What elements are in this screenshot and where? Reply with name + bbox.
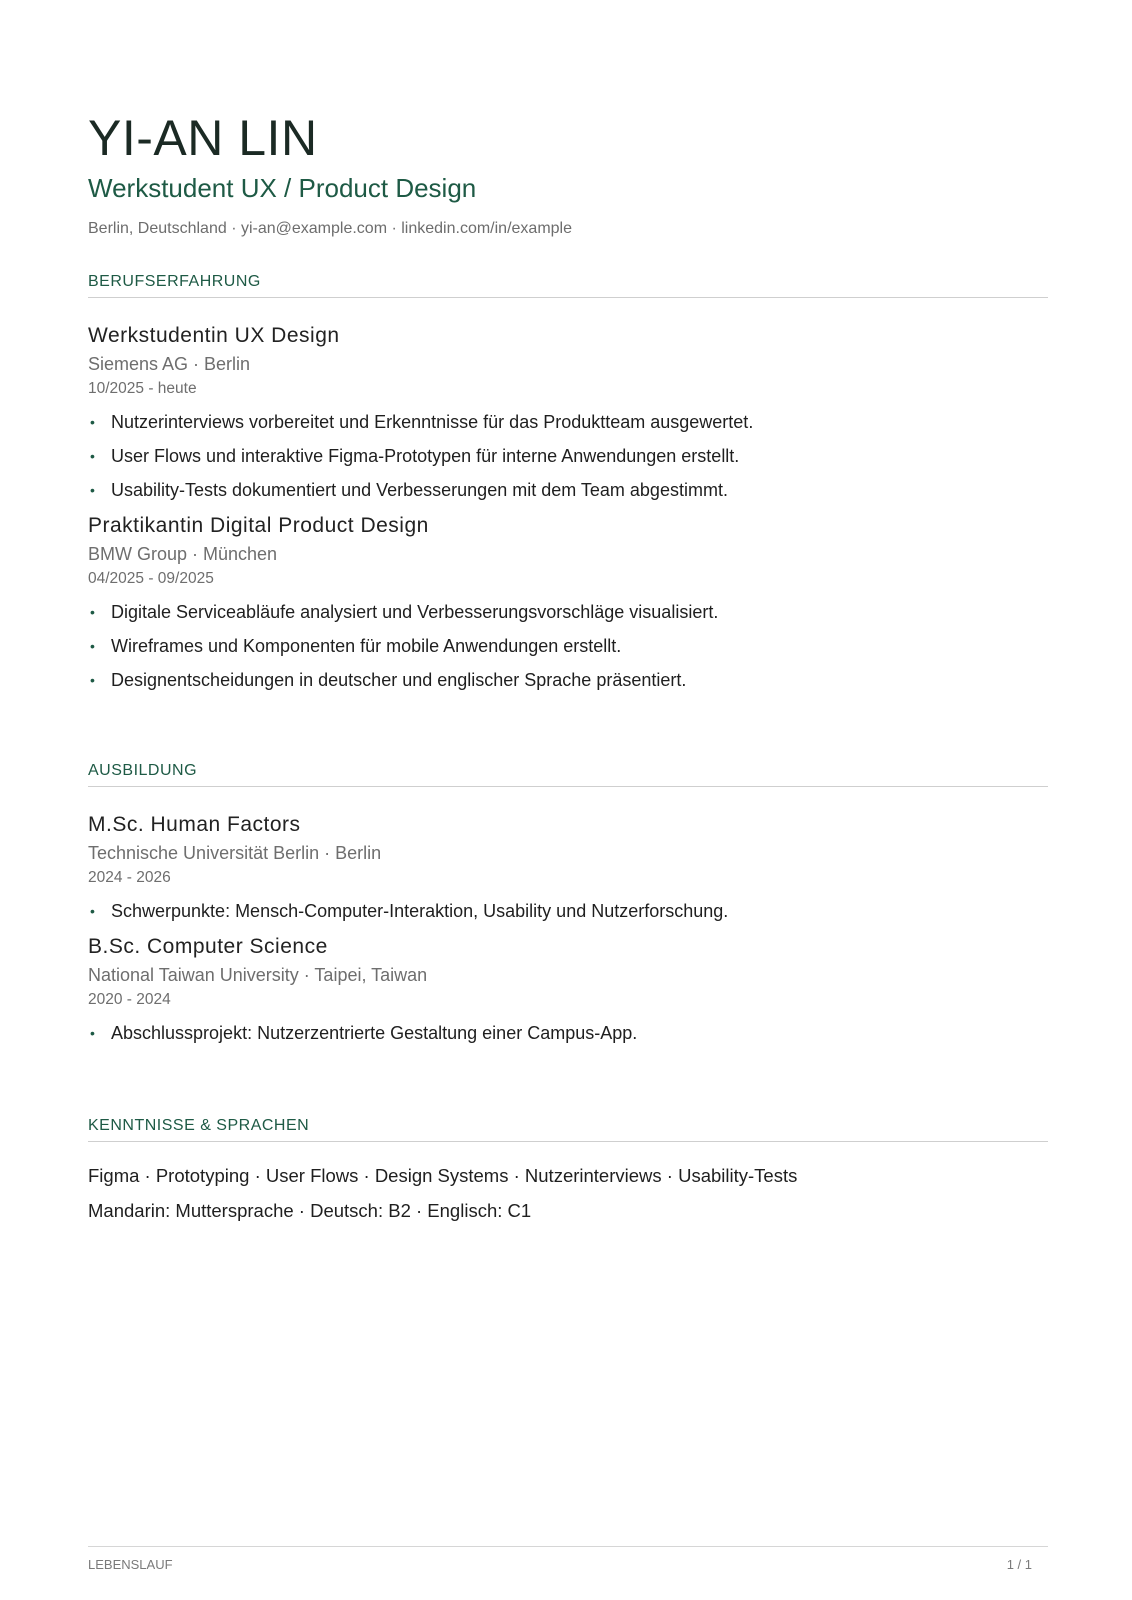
bullet-item xyxy=(88,900,1048,922)
bullet-icon: • xyxy=(90,448,95,464)
bullet-list xyxy=(88,1022,1048,1044)
entry-degree: B.Sc. Computer Science xyxy=(88,935,328,958)
bullet-icon: • xyxy=(90,638,95,654)
bullet-item xyxy=(88,635,1048,657)
bullet-icon: • xyxy=(90,482,95,498)
bullet-icon: • xyxy=(90,903,95,919)
bullet-text: Schwerpunkte: Mensch-Computer-Interaktion, Usability und Nutzerforschung. xyxy=(111,901,729,921)
bullet-item xyxy=(88,411,1048,433)
entry-date: 2020 - 2024 xyxy=(88,991,171,1008)
entry-role: Werkstudentin UX Design xyxy=(88,324,340,347)
entry-organization: Siemens AG · Berlin xyxy=(88,354,251,374)
skills-section xyxy=(88,1116,1048,1223)
education-section xyxy=(88,761,1048,1056)
candidate-name: YI-AN LIN xyxy=(88,110,318,166)
bullet-text: Designentscheidungen in deutscher und englischer Sprache präsentiert. xyxy=(111,670,687,690)
bullet-list xyxy=(88,601,1048,691)
entry-organization: BMW Group · München xyxy=(88,544,278,564)
entry-date: 10/2025 - heute xyxy=(88,380,197,397)
contact-line: Berlin, Deutschland · yi-an@example.com · linkedin.com/in/example xyxy=(88,220,572,237)
bullet-icon: • xyxy=(90,414,95,430)
bullet-text: Digitale Serviceabläufe analysiert und Verbesserungsvorschläge visualisiert. xyxy=(111,602,719,622)
bullet-item xyxy=(88,445,1048,467)
entry-degree: M.Sc. Human Factors xyxy=(88,813,301,836)
section-title-skills: KENNTNISSE & SPRACHEN xyxy=(88,1116,1048,1142)
bullet-list xyxy=(88,411,1048,501)
bullet-item xyxy=(88,479,1048,501)
bullet-text: Abschlussprojekt: Nutzerzentrierte Gestaltung einer Campus-App. xyxy=(111,1023,638,1043)
candidate-headline: Werkstudent UX / Product Design xyxy=(88,173,477,203)
bullet-text: Nutzerinterviews vorbereitet und Erkenntnisse für das Produktteam ausgewertet. xyxy=(111,412,754,432)
bullet-item xyxy=(88,669,1048,691)
bullet-icon: • xyxy=(90,672,95,688)
entry-role: Praktikantin Digital Product Design xyxy=(88,514,429,537)
entry-date: 2024 - 2026 xyxy=(88,869,171,886)
bullet-item xyxy=(88,1022,1048,1044)
bullet-list xyxy=(88,900,1048,922)
page-footer xyxy=(88,1546,1048,1572)
bullet-text: Wireframes und Komponenten für mobile Anwendungen erstellt. xyxy=(111,636,622,656)
section-title-education: AUSBILDUNG xyxy=(88,761,1048,787)
experience-section xyxy=(88,272,1048,703)
entry-organization: National Taiwan University · Taipei, Taiwan xyxy=(88,965,428,985)
bullet-icon: • xyxy=(90,1025,95,1041)
bullet-icon: • xyxy=(90,604,95,620)
education-entry xyxy=(88,812,1048,922)
education-entry xyxy=(88,934,1048,1044)
entry-date: 04/2025 - 09/2025 xyxy=(88,570,214,587)
bullet-text: User Flows und interaktive Figma-Prototypen für interne Anwendungen erstellt. xyxy=(111,446,740,466)
section-title-experience: BERUFSERFAHRUNG xyxy=(88,272,1048,298)
languages-list: Mandarin: Muttersprache · Deutsch: B2 · Englisch: C1 xyxy=(88,1200,532,1221)
footer-label: LEBENSLAUF xyxy=(88,1557,173,1572)
entry-organization: Technische Universität Berlin · Berlin xyxy=(88,843,382,863)
page-number: 1 / 1 xyxy=(1006,1557,1032,1572)
bullet-text: Usability-Tests dokumentiert und Verbesserungen mit dem Team abgestimmt. xyxy=(111,480,728,500)
skills-list: Figma · Prototyping · User Flows · Design Systems · Nutzerinterviews · Usability-Tests xyxy=(88,1165,798,1186)
experience-entry xyxy=(88,323,1048,501)
experience-entry xyxy=(88,513,1048,691)
bullet-item xyxy=(88,601,1048,623)
